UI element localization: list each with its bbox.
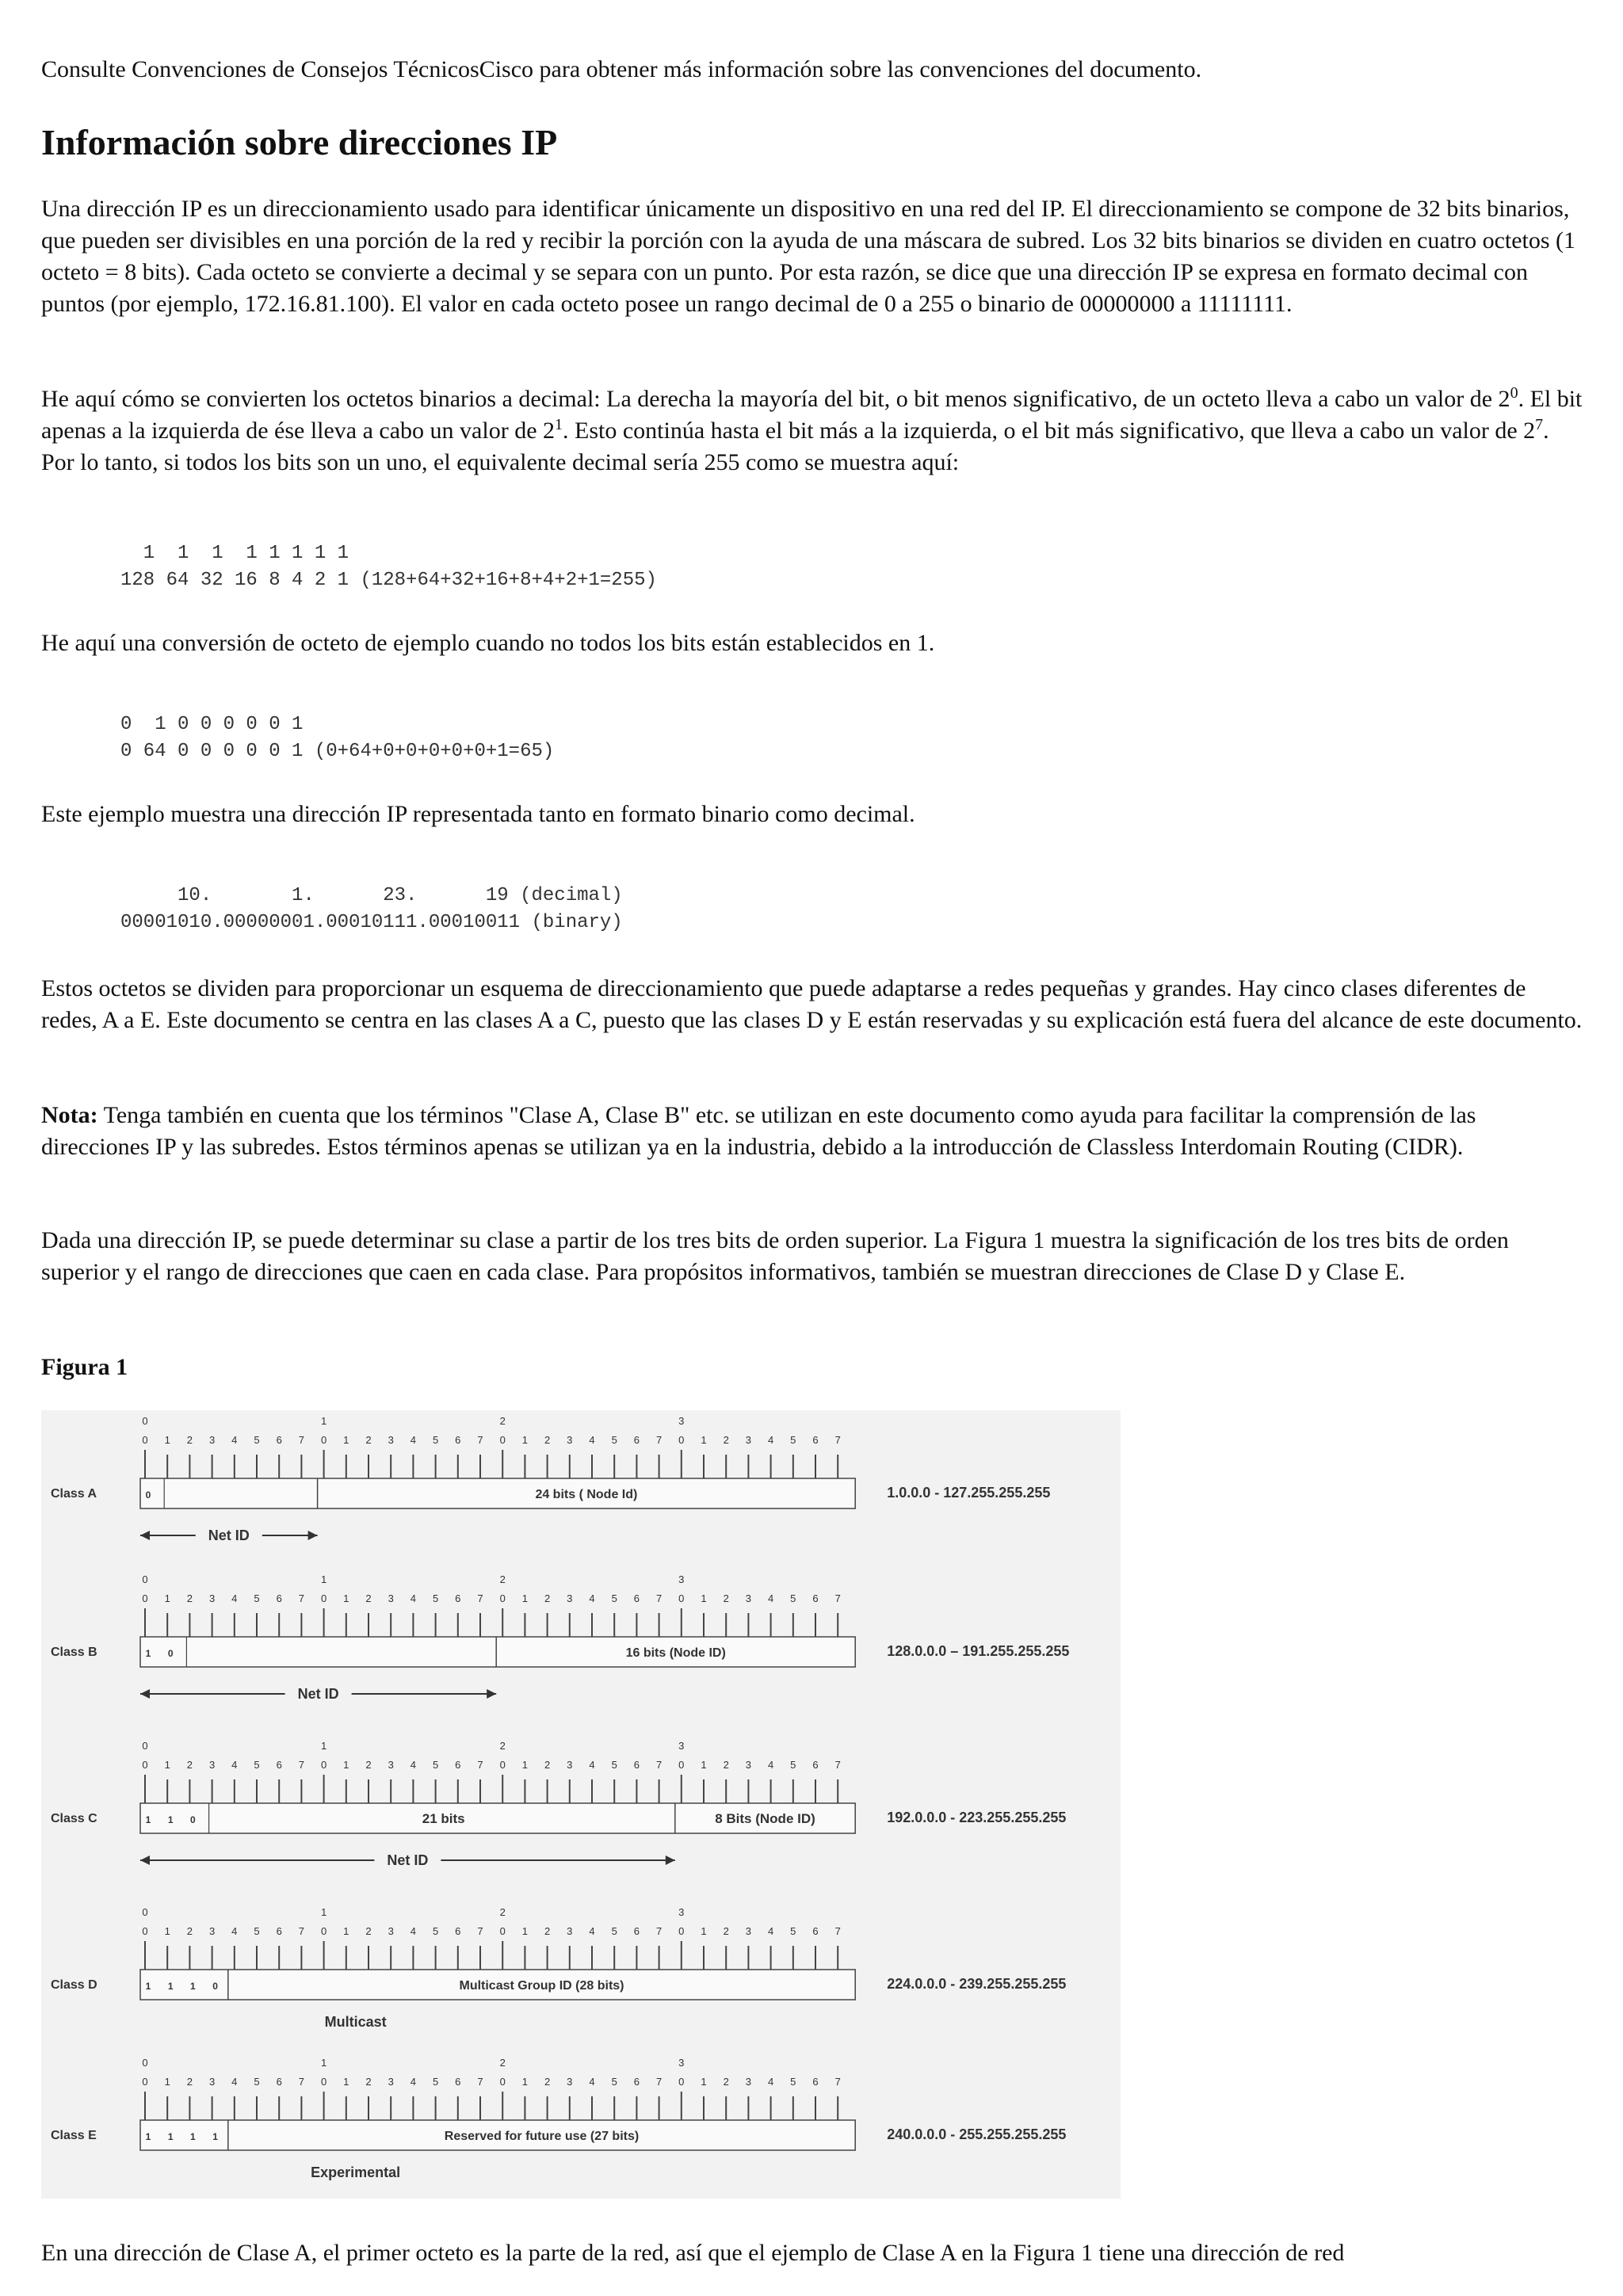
bit-number: 1 [521,1434,529,1446]
bit-number: 0 [499,2076,506,2088]
bit-number: 3 [388,1925,394,1937]
bit-number: 3 [388,1592,394,1604]
bit-number: 0 [142,1434,148,1446]
class-purpose-label: Experimental [311,2164,401,2180]
bit-number: 1 [343,1592,349,1604]
bit-number: 2 [544,1592,551,1604]
octet-marker: 3 [678,1573,685,1585]
bit-number: 6 [455,1925,461,1937]
bit-number: 6 [812,1925,819,1937]
bit-number: 7 [834,1434,841,1446]
bit-number: 5 [611,1759,617,1771]
bit-number: 5 [432,1434,439,1446]
address-range: 1.0.0.0 - 127.255.255.255 [887,1485,1051,1501]
prefix-bit: 1 [145,1648,151,1659]
prefix-bit: 1 [167,1814,174,1825]
net-id-label: Net ID [208,1527,250,1543]
bit-number: 1 [521,1925,529,1937]
bit-number: 4 [767,1759,774,1771]
bit-number: 5 [790,1434,796,1446]
bit-number: 3 [388,1759,394,1771]
bit-number: 2 [723,1759,729,1771]
octet-marker: 3 [678,2057,685,2069]
bit-number: 7 [298,1925,305,1937]
bit-number: 5 [254,1925,260,1937]
bit-number: 1 [701,2076,707,2088]
bit-number: 1 [521,2076,529,2088]
bit-number: 2 [544,1925,551,1937]
class-label: Class B [51,1646,97,1659]
bit-number: 6 [633,1925,640,1937]
section-heading: Información sobre direcciones IP [41,122,558,162]
bit-number: 5 [790,1925,796,1937]
bit-number: 7 [477,1434,483,1446]
bit-number: 6 [276,2076,282,2088]
address-range: 224.0.0.0 - 239.255.255.255 [887,1976,1067,1992]
bit-number: 5 [611,1434,617,1446]
bit-number: 4 [767,1592,774,1604]
field-label: Reserved for future use (27 bits) [444,2130,640,2143]
bit-number: 4 [589,2076,595,2088]
code-example-65: 0 1 0 0 0 0 0 1 0 64 0 0 0 0 0 1 (0+64+0+0+0+0+0+1=65) [120,714,555,762]
prefix-bit: 1 [190,1981,196,1992]
bit-number: 1 [343,1759,349,1771]
bit-number: 0 [142,1592,148,1604]
bit-number: 3 [745,2076,752,2088]
octet-marker: 2 [499,1415,506,1427]
bit-number: 4 [231,1759,238,1771]
bit-number: 5 [432,1759,439,1771]
bit-number: 2 [365,1434,372,1446]
octet-marker: 3 [678,1906,685,1918]
bit-number: 0 [142,1759,148,1771]
bit-number: 7 [834,1592,841,1604]
paragraph-binary-conversion: He aquí cómo se convierten los octetos binarios a decimal: La derecha la mayoría del bit, o bit menos significativo, de un octeto lleva a cabo un valor de $2^0$. El bit apenas a la izquierda de ése lleva a cabo un valor de $2^1$. Esto continúa hasta el bit más a la izquierda, o el bit más significativo, que lleva a cabo un valor de $2^7$. Por lo tanto, si todos los bits son un uno, el equivalente decimal sería 255 como se muestra aquí: [41,384,1583,475]
prefix-bit: 1 [167,2131,174,2142]
class-label: Class D [51,1978,97,1992]
arrowhead [140,1855,150,1865]
bit-number: 3 [745,1434,752,1446]
bit-number: 4 [410,1434,417,1446]
bit-number: 7 [834,1759,841,1771]
paragraph-ip-formats: Este ejemplo muestra una dirección IP representada tanto en formato binario como decimal. [41,801,915,827]
class-label: Class C [51,1812,97,1825]
bit-number: 3 [745,1592,752,1604]
bit-number: 6 [455,1592,461,1604]
bit-number: 4 [410,2076,417,2088]
arrowhead [308,1531,318,1540]
bit-number: 0 [320,2076,327,2088]
bit-number: 1 [521,1759,529,1771]
paragraph-class-a: En una dirección de Clase A, el primer octeto es la parte de la red, así que el ejemplo de Clase A en la Figura 1 tiene una dirección de red [41,2240,1345,2266]
bit-number: 1 [164,1592,170,1604]
bit-number: 7 [477,1925,483,1937]
bit-number: 6 [633,2076,640,2088]
bit-number: 7 [655,2076,663,2088]
bit-number: 3 [567,1592,573,1604]
bit-number: 1 [343,2076,349,2088]
bit-number: 1 [701,1925,707,1937]
bit-number: 7 [298,1592,305,1604]
bit-number: 2 [365,1759,372,1771]
bit-number: 0 [678,1434,685,1446]
bit-number: 7 [655,1925,663,1937]
bit-number: 3 [567,1434,573,1446]
bit-number: 2 [723,2076,729,2088]
bit-number: 0 [678,1759,685,1771]
bit-number: 2 [723,1592,729,1604]
octet-marker: 2 [499,1906,506,1918]
bit-number: 4 [589,1759,595,1771]
net-id-label: Net ID [387,1852,429,1868]
bit-number: 3 [208,1434,216,1446]
bit-number: 2 [186,1925,193,1937]
field-label: 8 Bits (Node ID) [715,1811,815,1826]
class-label: Class E [51,2129,97,2142]
bit-number: 3 [388,1434,394,1446]
address-box [140,1478,855,1508]
bit-number: 5 [432,1592,439,1604]
bit-number: 6 [812,1759,819,1771]
octet-marker: 0 [142,1573,148,1585]
bit-number: 0 [320,1759,327,1771]
prefix-bit: 1 [145,1814,151,1825]
bit-number: 2 [186,2076,193,2088]
prefix-bit: 1 [212,2131,218,2142]
ip-class-diagram [41,1410,1121,2199]
figure-label: Figura 1 [41,1354,128,1380]
bit-number: 0 [499,1592,506,1604]
bit-number: 4 [589,1925,595,1937]
bit-number: 7 [298,1759,305,1771]
bit-number: 5 [611,2076,617,2088]
arrowhead [140,1689,150,1699]
prefix-bit: 0 [212,1981,218,1992]
bit-number: 0 [678,1925,685,1937]
bit-number: 6 [455,2076,461,2088]
bit-number: 4 [231,1592,238,1604]
bit-number: 1 [343,1434,349,1446]
bit-number: 2 [365,1925,372,1937]
octet-marker: 2 [499,1740,506,1752]
paragraph-class-determination: Dada una dirección IP, se puede determinar su clase a partir de los tres bits de orden superior. La Figura 1 muestra la significación de los tres bits de orden superior y el rango de direcciones que caen en cada clase. Para propósitos informativos, también se muestran direcciones de Clase D y Clase E. [41,1227,1509,1285]
bit-number: 3 [567,1759,573,1771]
bit-number: 7 [834,2076,841,2088]
address-range: 240.0.0.0 - 255.255.255.255 [887,2126,1067,2142]
intro-paragraph: Consulte Convenciones de Consejos TécnicosCisco para obtener más información sobre las convenciones del documento. [41,56,1202,82]
arrowhead [140,1531,150,1540]
bit-number: 2 [723,1434,729,1446]
prefix-bit: 0 [145,1489,151,1501]
bit-number: 2 [544,1759,551,1771]
prefix-bit: 1 [145,2131,151,2142]
paragraph-octet-example: He aquí una conversión de octeto de ejemplo cuando no todos los bits están establecidos en 1. [41,630,935,656]
bit-number: 7 [477,1592,483,1604]
bit-number: 0 [678,2076,685,2088]
octet-marker: 1 [320,1906,327,1918]
bit-number: 0 [499,1434,506,1446]
octet-marker: 1 [320,2057,327,2069]
arrowhead [666,1855,675,1865]
bit-number: 1 [701,1434,707,1446]
bit-number: 4 [231,1925,238,1937]
bit-number: 0 [320,1925,327,1937]
bit-number: 3 [208,1759,216,1771]
bit-number: 1 [343,1925,349,1937]
bit-number: 2 [544,1434,551,1446]
field-label: Multicast Group ID (28 bits) [459,1979,624,1993]
bit-number: 6 [633,1434,640,1446]
bit-number: 5 [432,1925,439,1937]
bit-number: 7 [477,1759,483,1771]
bit-number: 7 [298,1434,305,1446]
octet-marker: 0 [142,1906,148,1918]
bit-number: 7 [477,2076,483,2088]
bit-number: 1 [164,2076,170,2088]
bit-number: 6 [276,1759,282,1771]
bit-number: 5 [432,2076,439,2088]
octet-marker: 2 [499,2057,506,2069]
bit-number: 6 [812,2076,819,2088]
bit-number: 7 [655,1434,663,1446]
bit-number: 5 [790,1592,796,1604]
bit-number: 3 [208,1925,216,1937]
bit-number: 4 [410,1925,417,1937]
arrowhead [487,1689,496,1699]
paragraph-ip-definition: Una dirección IP es un direccionamiento usado para identificar únicamente un dispositivo en una red del IP. El direccionamiento se compone de 32 bits binarios, que pueden ser divisibles en una porción de la red y recibir la porción con la ayuda de una máscara de subred. Los 32 bits binarios se dividen en cuatro octetos (1 octeto = 8 bits). Cada octeto se convierte a decimal y se separa con un punto. Por esta razón, se dice que una dirección IP se expresa en formato decimal con puntos (por ejemplo, 172.16.81.100). El valor en cada octeto posee un rango decimal de 0 a 255 o binario de 00000000 a 11111111. [41,196,1576,317]
bit-number: 6 [455,1759,461,1771]
class-label: Class A [51,1487,97,1501]
code-example-ip: 10. 1. 23. 19 (decimal) 00001010.00000001.00010111.00010011 (binary) [120,885,623,933]
bit-number: 5 [254,1592,260,1604]
prefix-bit: 1 [190,2131,196,2142]
net-id-label: Net ID [297,1686,339,1702]
bit-number: 4 [767,1434,774,1446]
address-range: 192.0.0.0 - 223.255.255.255 [887,1810,1067,1825]
code-example-255: 1 1 1 1 1 1 1 1 128 64 32 16 8 4 2 1 (128+64+32+16+8+4+2+1=255) [120,543,657,591]
bit-number: 3 [208,2076,216,2088]
bit-number: 4 [231,1434,238,1446]
prefix-bit: 0 [190,1814,196,1825]
bit-number: 2 [186,1434,193,1446]
address-box [140,1637,855,1667]
bit-number: 2 [186,1759,193,1771]
octet-marker: 3 [678,1415,685,1427]
field-label: 24 bits ( Node Id) [535,1488,638,1501]
address-range: 128.0.0.0 – 191.255.255.255 [887,1643,1070,1659]
bit-number: 0 [142,1925,148,1937]
bit-number: 1 [521,1592,529,1604]
bit-number: 2 [723,1925,729,1937]
bit-number: 4 [767,2076,774,2088]
prefix-bit: 1 [167,1981,174,1992]
bit-number: 6 [633,1592,640,1604]
octet-marker: 1 [320,1415,327,1427]
bit-number: 0 [499,1925,506,1937]
bit-number: 3 [208,1592,216,1604]
bit-number: 6 [812,1434,819,1446]
octet-marker: 3 [678,1740,685,1752]
note-label: Nota: [41,1102,98,1128]
bit-number: 7 [834,1925,841,1937]
bit-number: 4 [231,2076,238,2088]
bit-number: 0 [678,1592,685,1604]
bit-number: 4 [767,1925,774,1937]
bit-number: 6 [276,1592,282,1604]
bit-number: 5 [790,1759,796,1771]
octet-marker: 1 [320,1573,327,1585]
prefix-bit: 1 [145,1981,151,1992]
octet-marker: 0 [142,2057,148,2069]
class-purpose-label: Multicast [324,2014,387,2030]
bit-number: 3 [567,2076,573,2088]
bit-number: 2 [365,2076,372,2088]
bit-number: 1 [164,1925,170,1937]
bit-number: 2 [365,1592,372,1604]
bit-number: 5 [611,1592,617,1604]
bit-number: 5 [611,1925,617,1937]
bit-number: 0 [320,1434,327,1446]
bit-number: 3 [745,1759,752,1771]
bit-number: 7 [655,1759,663,1771]
bit-number: 7 [655,1592,663,1604]
bit-number: 3 [745,1925,752,1937]
bit-number: 6 [276,1925,282,1937]
octet-marker: 0 [142,1740,148,1752]
bit-number: 3 [567,1925,573,1937]
bit-number: 6 [633,1759,640,1771]
bit-number: 0 [320,1592,327,1604]
bit-number: 5 [790,2076,796,2088]
octet-marker: 0 [142,1415,148,1427]
bit-number: 6 [812,1592,819,1604]
bit-number: 5 [254,1759,260,1771]
bit-number: 2 [186,1592,193,1604]
bit-number: 4 [410,1759,417,1771]
paragraph-network-classes: Estos octetos se dividen para proporcionar un esquema de direccionamiento que puede adaptarse a redes pequeñas y grandes. Hay cinco clases diferentes de redes, A a E. Este documento se centra en las clases A a C, puesto que las clases D y E están reservadas y su explicación está fuera del alcance de este documento. [41,975,1583,1033]
field-label: 21 bits [422,1811,465,1826]
figure-ip-classes [41,1410,1121,2199]
prefix-bit: 0 [167,1648,174,1659]
bit-number: 7 [298,2076,305,2088]
bit-number: 1 [701,1759,707,1771]
bit-number: 2 [544,2076,551,2088]
bit-number: 4 [410,1592,417,1604]
bit-number: 6 [455,1434,461,1446]
bit-number: 1 [701,1592,707,1604]
octet-marker: 1 [320,1740,327,1752]
bit-number: 1 [164,1434,170,1446]
octet-marker: 2 [499,1573,506,1585]
bit-number: 6 [276,1434,282,1446]
bit-number: 5 [254,1434,260,1446]
note-paragraph: Nota: Tenga también en cuenta que los términos "Clase A, Clase B" etc. se utilizan en este documento como ayuda para facilitar la comprensión de las direcciones IP y las subredes. Estos términos apenas se utilizan ya en la industria, debido a la introducción de Classless Interdomain Routing (CIDR). [41,1102,1476,1160]
bit-number: 3 [388,2076,394,2088]
bit-number: 4 [589,1434,595,1446]
bit-number: 0 [142,2076,148,2088]
bit-number: 4 [589,1592,595,1604]
bit-number: 0 [499,1759,506,1771]
field-label: 16 bits (Node ID) [625,1646,726,1660]
bit-number: 1 [164,1759,170,1771]
bit-number: 5 [254,2076,260,2088]
